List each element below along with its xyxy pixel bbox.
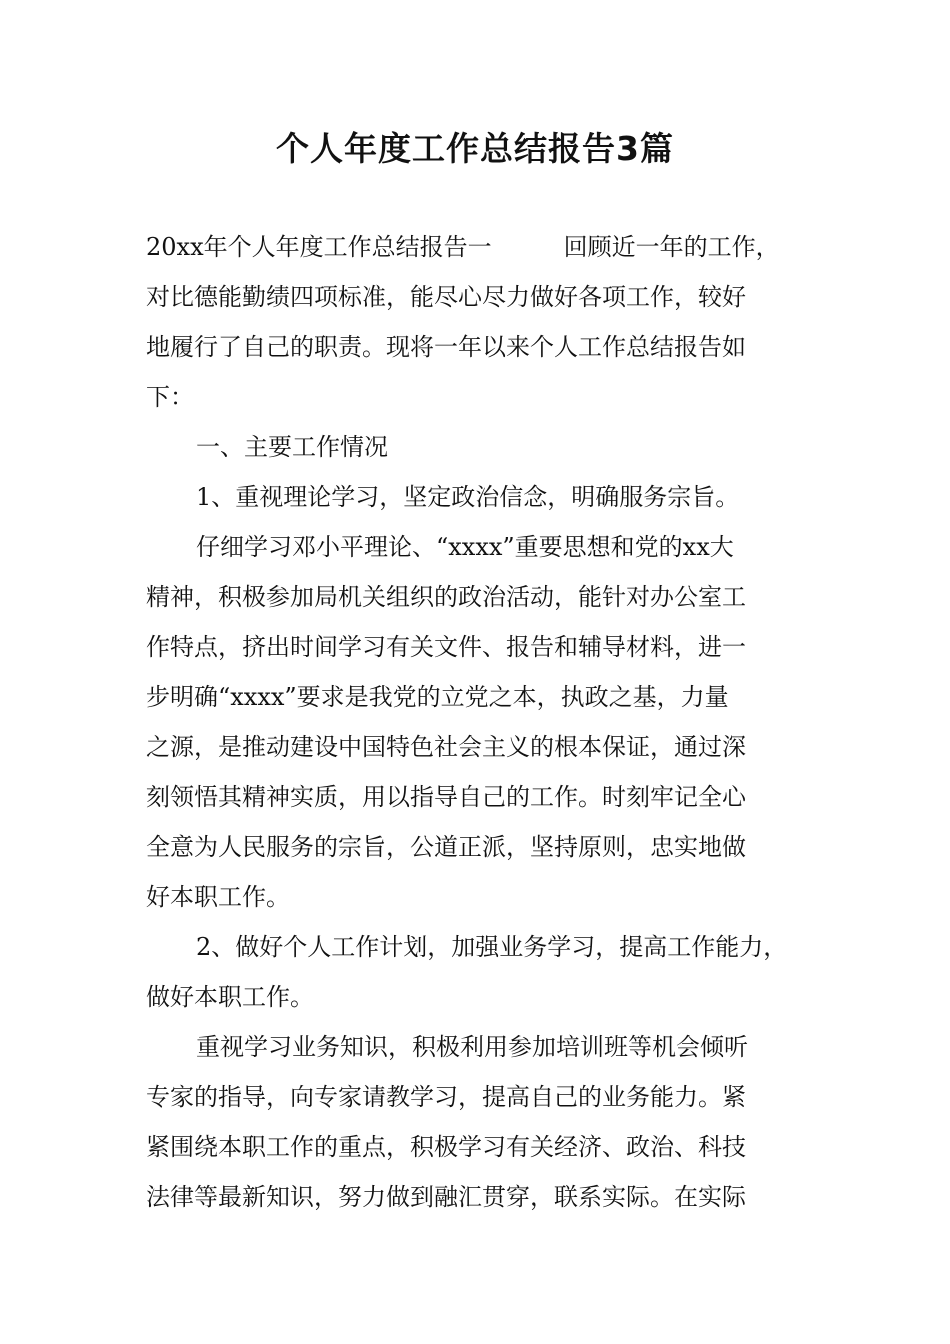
intro-heading: 20xx年个人年度工作总结报告一 (146, 233, 492, 261)
text-line: 精神，积极参加局机关组织的政治活动，能针对办公室工 (146, 583, 746, 611)
section-heading: 一、主要工作情况 (196, 433, 388, 461)
text-line: 仔细学习邓小平理论、“xxxx”重要思想和党的xx大 (196, 533, 734, 561)
document-title: 个人年度工作总结报告3篇 (276, 129, 674, 168)
document-body (146, 222, 808, 1222)
subsection-heading: 1、重视理论学习，坚定政治信念，明确服务宗旨。 (196, 483, 740, 511)
text-line: 全意为人民服务的宗旨，公道正派，坚持原则，忠实地做 (146, 833, 746, 861)
text-line (146, 222, 808, 272)
text-line: 好本职工作。 (146, 883, 290, 911)
text-line: 重视学习业务知识，积极利用参加培训班等机会倾听 (196, 1033, 748, 1061)
text-line: 紧围绕本职工作的重点，积极学习有关经济、政治、科技 (146, 1133, 746, 1161)
intro-lead: 回顾近一年的工作， (563, 233, 780, 261)
text-line: 步明确“xxxx”要求是我党的立党之本，执政之基，力量 (146, 683, 729, 711)
text-line: 专家的指导，向专家请教学习，提高自己的业务能力。紧 (146, 1083, 746, 1111)
text-line: 法律等最新知识，努力做到融汇贯穿，联系实际。在实际 (146, 1183, 746, 1211)
text-line: 之源，是推动建设中国特色社会主义的根本保证，通过深 (146, 733, 746, 761)
text-line: 下： (146, 383, 194, 411)
subsection-heading: 2、做好个人工作计划，加强业务学习，提高工作能力， (196, 933, 788, 961)
text-line: 刻领悟其精神实质，用以指导自己的工作。时刻牢记全心 (146, 783, 746, 811)
text-line: 做好本职工作。 (146, 983, 314, 1011)
text-line: 作特点，挤出时间学习有关文件、报告和辅导材料，进一 (146, 633, 746, 661)
text-line: 对比德能勤绩四项标准，能尽心尽力做好各项工作，较好 (146, 283, 746, 311)
text-line: 地履行了自己的职责。现将一年以来个人工作总结报告如 (146, 333, 746, 361)
